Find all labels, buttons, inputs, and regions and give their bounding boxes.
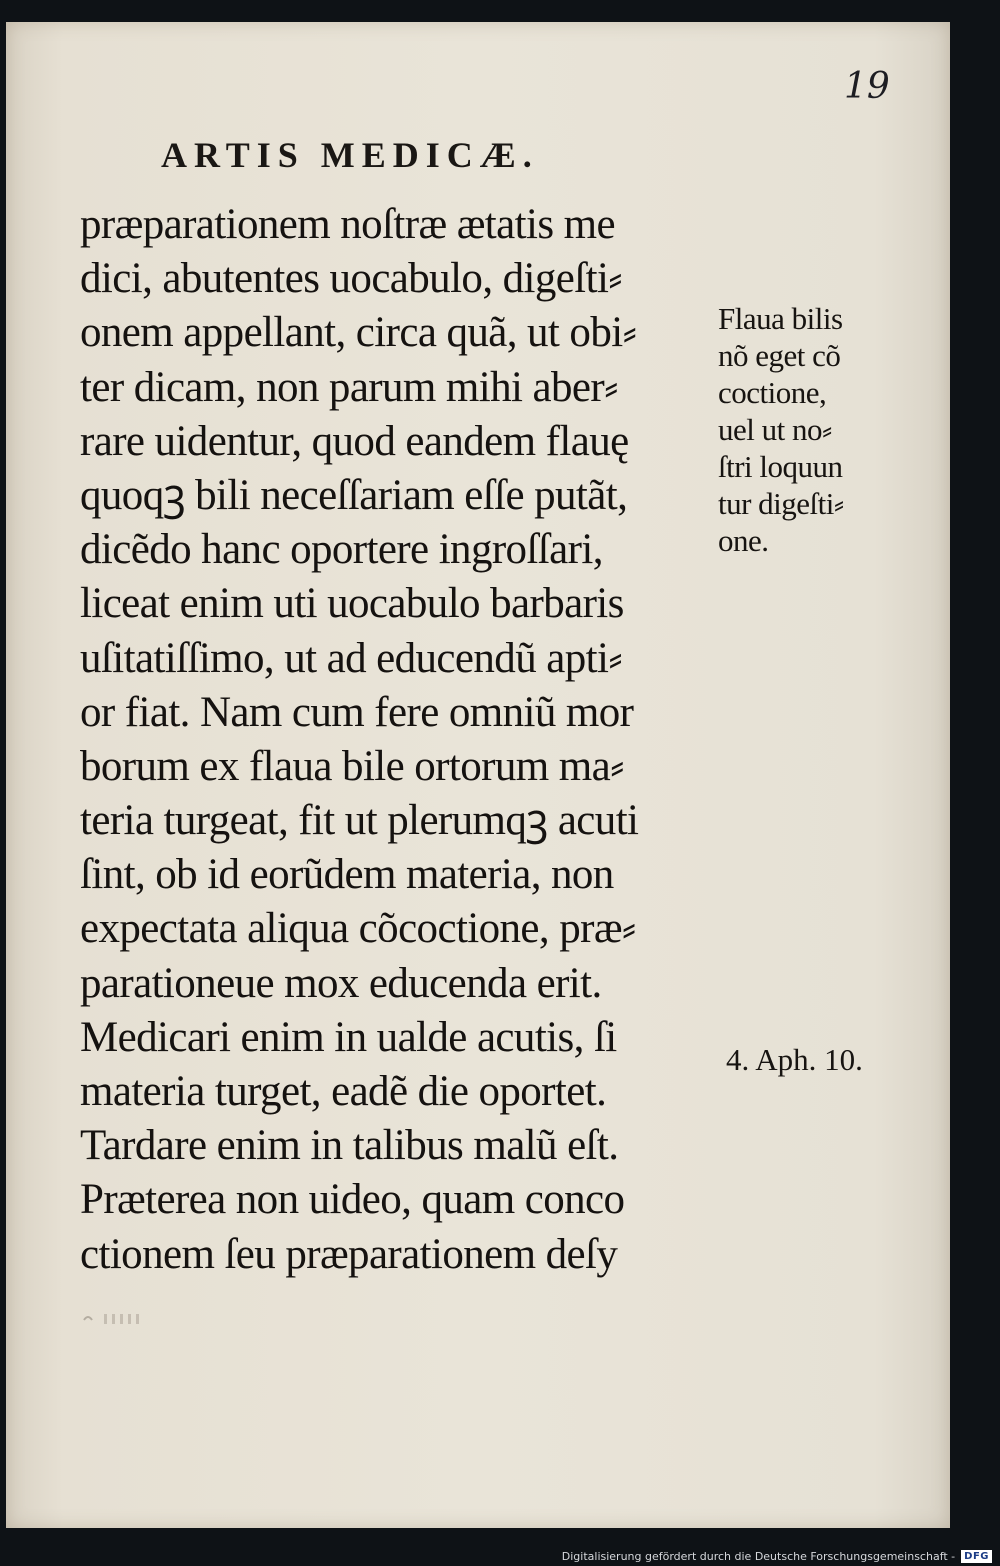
- digitization-credit: [562, 1550, 992, 1563]
- margin-reference: 4. Aph. 10.: [726, 1042, 863, 1077]
- body-line: or fiat. Nam cum fere omniũ mor: [80, 688, 634, 736]
- body-line: præparationem noſtræ ætatis me: [80, 201, 615, 248]
- body-line: Medicari enim in ualde acutis, ſi: [80, 1013, 617, 1061]
- folio-number: 19: [844, 66, 890, 107]
- body-line: uſitatiſſimo, ut ad educendũ apti⸗: [80, 634, 623, 682]
- margin-note-line: uel ut no⸗: [718, 412, 832, 447]
- body-line: ctionem ſeu præparationem deſy: [80, 1230, 618, 1278]
- body-line: Tardare enim in talibus malũ eſt.: [80, 1122, 619, 1170]
- body-line: dicẽdo hanc oportere ingroſſari,: [80, 526, 603, 574]
- dfg-logo: DFG: [961, 1550, 992, 1563]
- body-line: quoqꝫ bili neceſſariam eſſe putãt,: [80, 471, 628, 519]
- body-text: [80, 198, 720, 1282]
- credit-text: Digitalisierung gefördert durch die Deutsche Forschungsgemeinschaft -: [561, 1550, 956, 1563]
- body-line: materia turget, eadẽ die oportet.: [80, 1068, 607, 1115]
- margin-note-line: ſtri loquun: [718, 449, 843, 484]
- press-mark-smudge: [82, 1308, 148, 1328]
- body-line: Præterea non uideo, quam conco: [80, 1176, 625, 1224]
- body-line: teria turgeat, fit ut plerumqꝫ acuti: [80, 797, 639, 845]
- margin-note: [718, 300, 844, 559]
- body-line: liceat enim uti uocabulo barbaris: [80, 580, 624, 628]
- margin-note-line: tur digeſti⸗: [718, 486, 844, 521]
- book-page: [6, 22, 950, 1528]
- body-line: ſint, ob id eorũdem materia, non: [80, 851, 614, 899]
- body-line: dici, abutentes uocabulo, digeſti⸗: [80, 255, 623, 303]
- body-line: parationeue mox educenda erit.: [80, 959, 602, 1007]
- body-line: borum ex flaua bile ortorum ma⸗: [80, 742, 624, 790]
- margin-note-line: nõ eget cõ: [718, 338, 841, 373]
- running-head: ARTIS MEDICÆ.: [161, 135, 539, 175]
- body-line: ter dicam, non parum mihi aber⸗: [80, 363, 618, 411]
- body-line: rare uidentur, quod eandem flauę: [80, 417, 629, 465]
- margin-note-line: one.: [718, 523, 769, 558]
- margin-note-line: Flaua bilis: [718, 301, 843, 336]
- body-line: expectata aliqua cõcoctione, præ⸗: [80, 905, 636, 953]
- margin-note-line: coctione,: [718, 375, 827, 410]
- body-line: onem appellant, circa quã, ut obi⸗: [80, 309, 637, 357]
